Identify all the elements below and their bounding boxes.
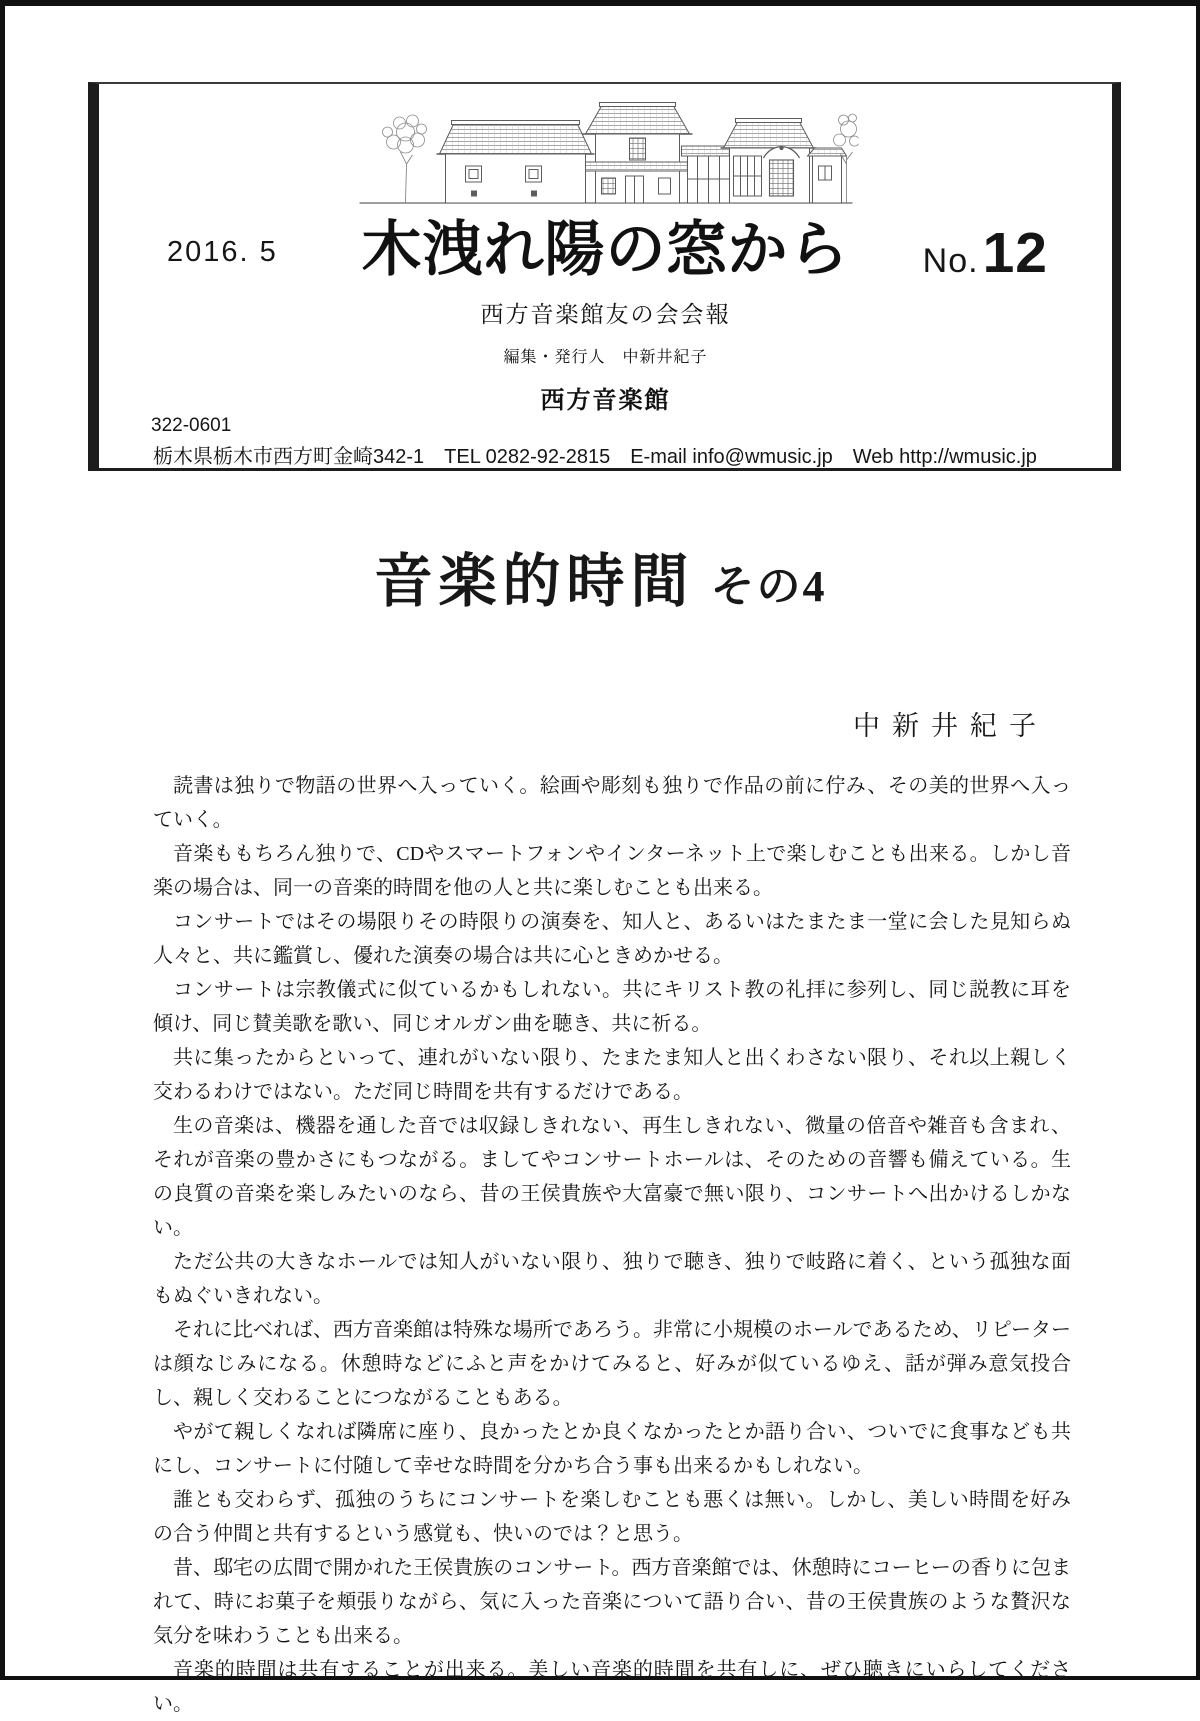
article-title-main: 音楽的時間 bbox=[374, 549, 695, 614]
newsletter-title: 木洩れ陽の窓から bbox=[361, 217, 850, 283]
article-title-sub: その4 bbox=[710, 562, 827, 611]
postal-code: 322-0601 bbox=[151, 415, 232, 436]
body-paragraph: 誰とも交わらず、孤独のうちにコンサートを楽しむことも悪くは無い。しかし、美しい時間を好みの合う仲間と共有するという感覚も、快いのでは？と思う。 bbox=[153, 1489, 1071, 1545]
body-paragraph: やがて親しくなれば隣席に座り、良かったとか良くなかったとか語り合い、ついでに食事なども共にし、コンサートに付随して幸せな時間を分かち合う事も出来るかもしれない。 bbox=[153, 1421, 1071, 1477]
body-paragraph: ただ公共の大きなホールでは知人がいない限り、独りで聴き、独りで岐路に着く、という孤独な面もぬぐいきれない。 bbox=[153, 1251, 1071, 1307]
issue-number-value: 12 bbox=[982, 221, 1048, 285]
issue-number-group bbox=[923, 220, 1048, 286]
building-left-storehouse bbox=[436, 121, 594, 204]
body-paragraph: それに比べれば、西方音楽館は特殊な場所であろう。非常に小規模のホールであるため、リピーターは顔なじみになる。休憩時などにふと声をかけてみると、好みが似ているゆえ、話が弾み意気投合し、親しく交わることにつながることもある。 bbox=[153, 1319, 1071, 1409]
body-paragraph: コンサートではその場限りその時限りの演奏を、知人と、あるいはたまたま一堂に会した見知らぬ人々と、共に鑑賞し、優れた演奏の場合は共に心ときめかせる。 bbox=[153, 911, 1071, 967]
music-hall-illustration-icon bbox=[353, 94, 858, 212]
body-paragraph: コンサートは宗教儀式に似ているかもしれない。共にキリスト教の礼拝に参列し、同じ説教に耳を傾け、同じ賛美歌を歌い、同じオルガン曲を聴き、共に祈る。 bbox=[153, 979, 1071, 1035]
newsletter-subtitle: 西方音楽館友の会会報 bbox=[480, 302, 731, 327]
building-connector bbox=[681, 146, 733, 203]
article-author: 中新井紀子 bbox=[853, 711, 1048, 741]
building-right-hall bbox=[720, 119, 816, 204]
masthead-box bbox=[88, 82, 1121, 471]
building-annex bbox=[807, 148, 846, 203]
organization-name: 西方音楽館 bbox=[540, 387, 671, 414]
issue-number-label: No. bbox=[922, 242, 979, 280]
address-contact-line: 栃木県栃木市西方町金崎342-1 TEL 0282-92-2815 E-mail info@wmusic.jp Web http://wmusic.jp bbox=[153, 446, 1037, 468]
body-paragraph: 共に集ったからといって、連れがいない限り、たまたま知人と出くわさない限り、それ以上親しく交わるわけではない。ただ同じ時間を共有するだけである。 bbox=[153, 1047, 1071, 1103]
body-paragraph: 音楽ももちろん独りで、CDやスマートフォンやインターネット上で楽しむことも出来る。しかし音楽の場合は、同一の音楽的時間を他の人と共に楽しむことも出来る。 bbox=[153, 843, 1071, 899]
body-paragraph: 生の音楽は、機器を通した音では収録しきれない、再生しきれない、微量の倍音や雑音も含まれ、それが音楽の豊かさにもつながる。ましてやコンサートホールは、そのための音響も備えている。生の良質の音楽を楽しみたいのなら、昔の王侯貴族や大富豪で無い限り、コンサートへ出かけるしかない。 bbox=[153, 1115, 1071, 1239]
body-paragraph: 音楽的時間は共有することが出来る。美しい音楽的時間を共有しに、ぜひ聴きにいらしてください。 bbox=[153, 1659, 1071, 1715]
article-body bbox=[153, 769, 1071, 1721]
editor-publisher-line: 編集・発行人 中新井紀子 bbox=[503, 349, 708, 366]
body-paragraph: 読書は独りで物語の世界へ入っていく。絵画や彫刻も独りで作品の前に佇み、その美的世界へ入っていく。 bbox=[153, 775, 1071, 831]
article-title bbox=[5, 534, 1196, 618]
building-center-kura bbox=[582, 103, 692, 204]
body-paragraph: 昔、邸宅の広間で開かれた王侯貴族のコンサート。西方音楽館では、休憩時にコーヒーの香りに包まれて、時にお菓子を頬張りながら、気に入った音楽について語り合い、昔の王侯貴族のような贅沢な気分を味わうことも出来る。 bbox=[153, 1557, 1071, 1647]
issue-date: 2016. 5 bbox=[167, 236, 278, 268]
tree-left bbox=[382, 115, 426, 203]
